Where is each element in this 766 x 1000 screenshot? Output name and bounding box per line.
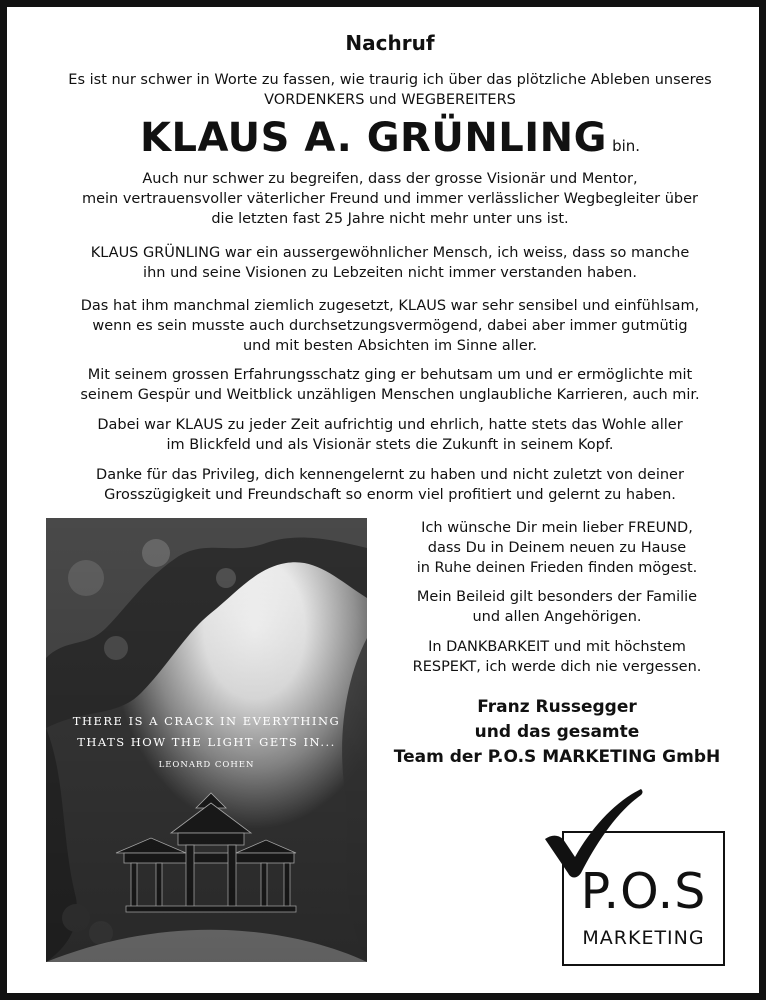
logo-main-text: P.O.S <box>580 863 707 920</box>
signature-line: und das gesamte <box>474 722 640 742</box>
paragraph <box>27 465 753 505</box>
paragraph-line: und mit besten Absichten im Sinne aller. <box>242 338 537 354</box>
quote-line: THERE IS A CRACK IN EVERYTHING <box>72 714 341 728</box>
paragraph-line: RESPEKT, ich werde dich nie vergessen. <box>412 659 702 675</box>
paragraph-line: Ich wünsche Dir mein lieber FREUND, <box>421 520 693 536</box>
paragraph-line: In DANKBARKEIT und mit höchstem <box>428 639 686 655</box>
paragraph-line: ihn und seine Visionen zu Lebzeiten nicht immer verstanden haben. <box>143 265 637 281</box>
paragraph-line: KLAUS GRÜNLING war ein aussergewöhnlicher Mensch, ich weiss, dass so manche <box>90 245 690 261</box>
intro-line: VORDENKERS und WEGBEREITERS <box>264 92 516 108</box>
paragraph-line: seinem Gespür und Weitblick unzähligen Menschen unglaubliche Karrieren, auch mir. <box>80 387 700 403</box>
paragraph <box>27 169 753 229</box>
quote-line: THATS HOW THE LIGHT GETS IN... <box>77 735 336 749</box>
obituary-heading: Nachruf <box>345 31 435 55</box>
paragraph-line: Auch nur schwer zu begreifen, dass der grosse Visionär und Mentor, <box>142 171 638 187</box>
signature-block <box>377 695 737 770</box>
paragraph <box>27 365 753 405</box>
paragraph-line: Grosszügigkeit und Freundschaft so enorm viel profitiert und gelernt zu haben. <box>104 487 676 503</box>
intro-line: Es ist nur schwer in Worte zu fassen, wie traurig ich über das plötzliche Ableben unseres <box>68 72 712 88</box>
paragraph-line: mein vertrauensvoller väterlicher Freund und immer verlässlicher Wegbegleiter über <box>81 191 699 207</box>
condolence-paragraph <box>377 587 737 627</box>
pos-marketing-logo <box>537 787 737 977</box>
paragraph-line: Mit seinem grossen Erfahrungsschatz ging er behutsam um und er ermöglichte mit <box>87 367 693 383</box>
paragraph-line: die letzten fast 25 Jahre nicht mehr unter uns ist. <box>211 211 569 227</box>
deceased-name-row <box>27 115 753 161</box>
logo-sub-text: MARKETING <box>582 927 705 949</box>
paragraph-line: und allen Angehörigen. <box>472 609 642 625</box>
paragraph <box>27 296 753 356</box>
paragraph-line: in Ruhe deinen Frieden finden mögest. <box>416 560 698 576</box>
intro-text <box>27 70 753 110</box>
name-suffix: bin. <box>612 137 641 155</box>
paragraph <box>27 243 753 283</box>
paragraph-line: wenn es sein musste auch durchsetzungsvermögend, dabei aber immer gutmütig <box>92 318 688 334</box>
paragraph-line: Mein Beileid gilt besonders der Familie <box>416 589 698 605</box>
paragraph-line: dass Du in Deinem neuen zu Hause <box>427 540 687 556</box>
paragraph-line: Das hat ihm manchmal ziemlich zugesetzt, KLAUS war sehr sensibel und einfühlsam, <box>80 298 700 314</box>
signature-line: Franz Russegger <box>477 697 637 717</box>
gratitude-paragraph <box>377 637 737 677</box>
quote-author: LEONARD COHEN <box>158 760 255 770</box>
signature-line: Team der P.O.S MARKETING GmbH <box>393 747 721 767</box>
farewell-paragraph <box>377 518 737 578</box>
paragraph-line: Dabei war KLAUS zu jeder Zeit aufrichtig und ehrlich, hatte stets das Wohle aller <box>97 417 683 433</box>
memorial-photo <box>46 518 367 962</box>
paragraph-line: im Blickfeld und als Visionär stets die Zukunft in seinem Kopf. <box>166 437 614 453</box>
paragraph <box>27 415 753 455</box>
deceased-name: KLAUS A. GRÜNLING <box>139 115 607 161</box>
paragraph-line: Danke für das Privileg, dich kennengelernt zu haben und nicht zuletzt von deiner <box>96 467 684 483</box>
